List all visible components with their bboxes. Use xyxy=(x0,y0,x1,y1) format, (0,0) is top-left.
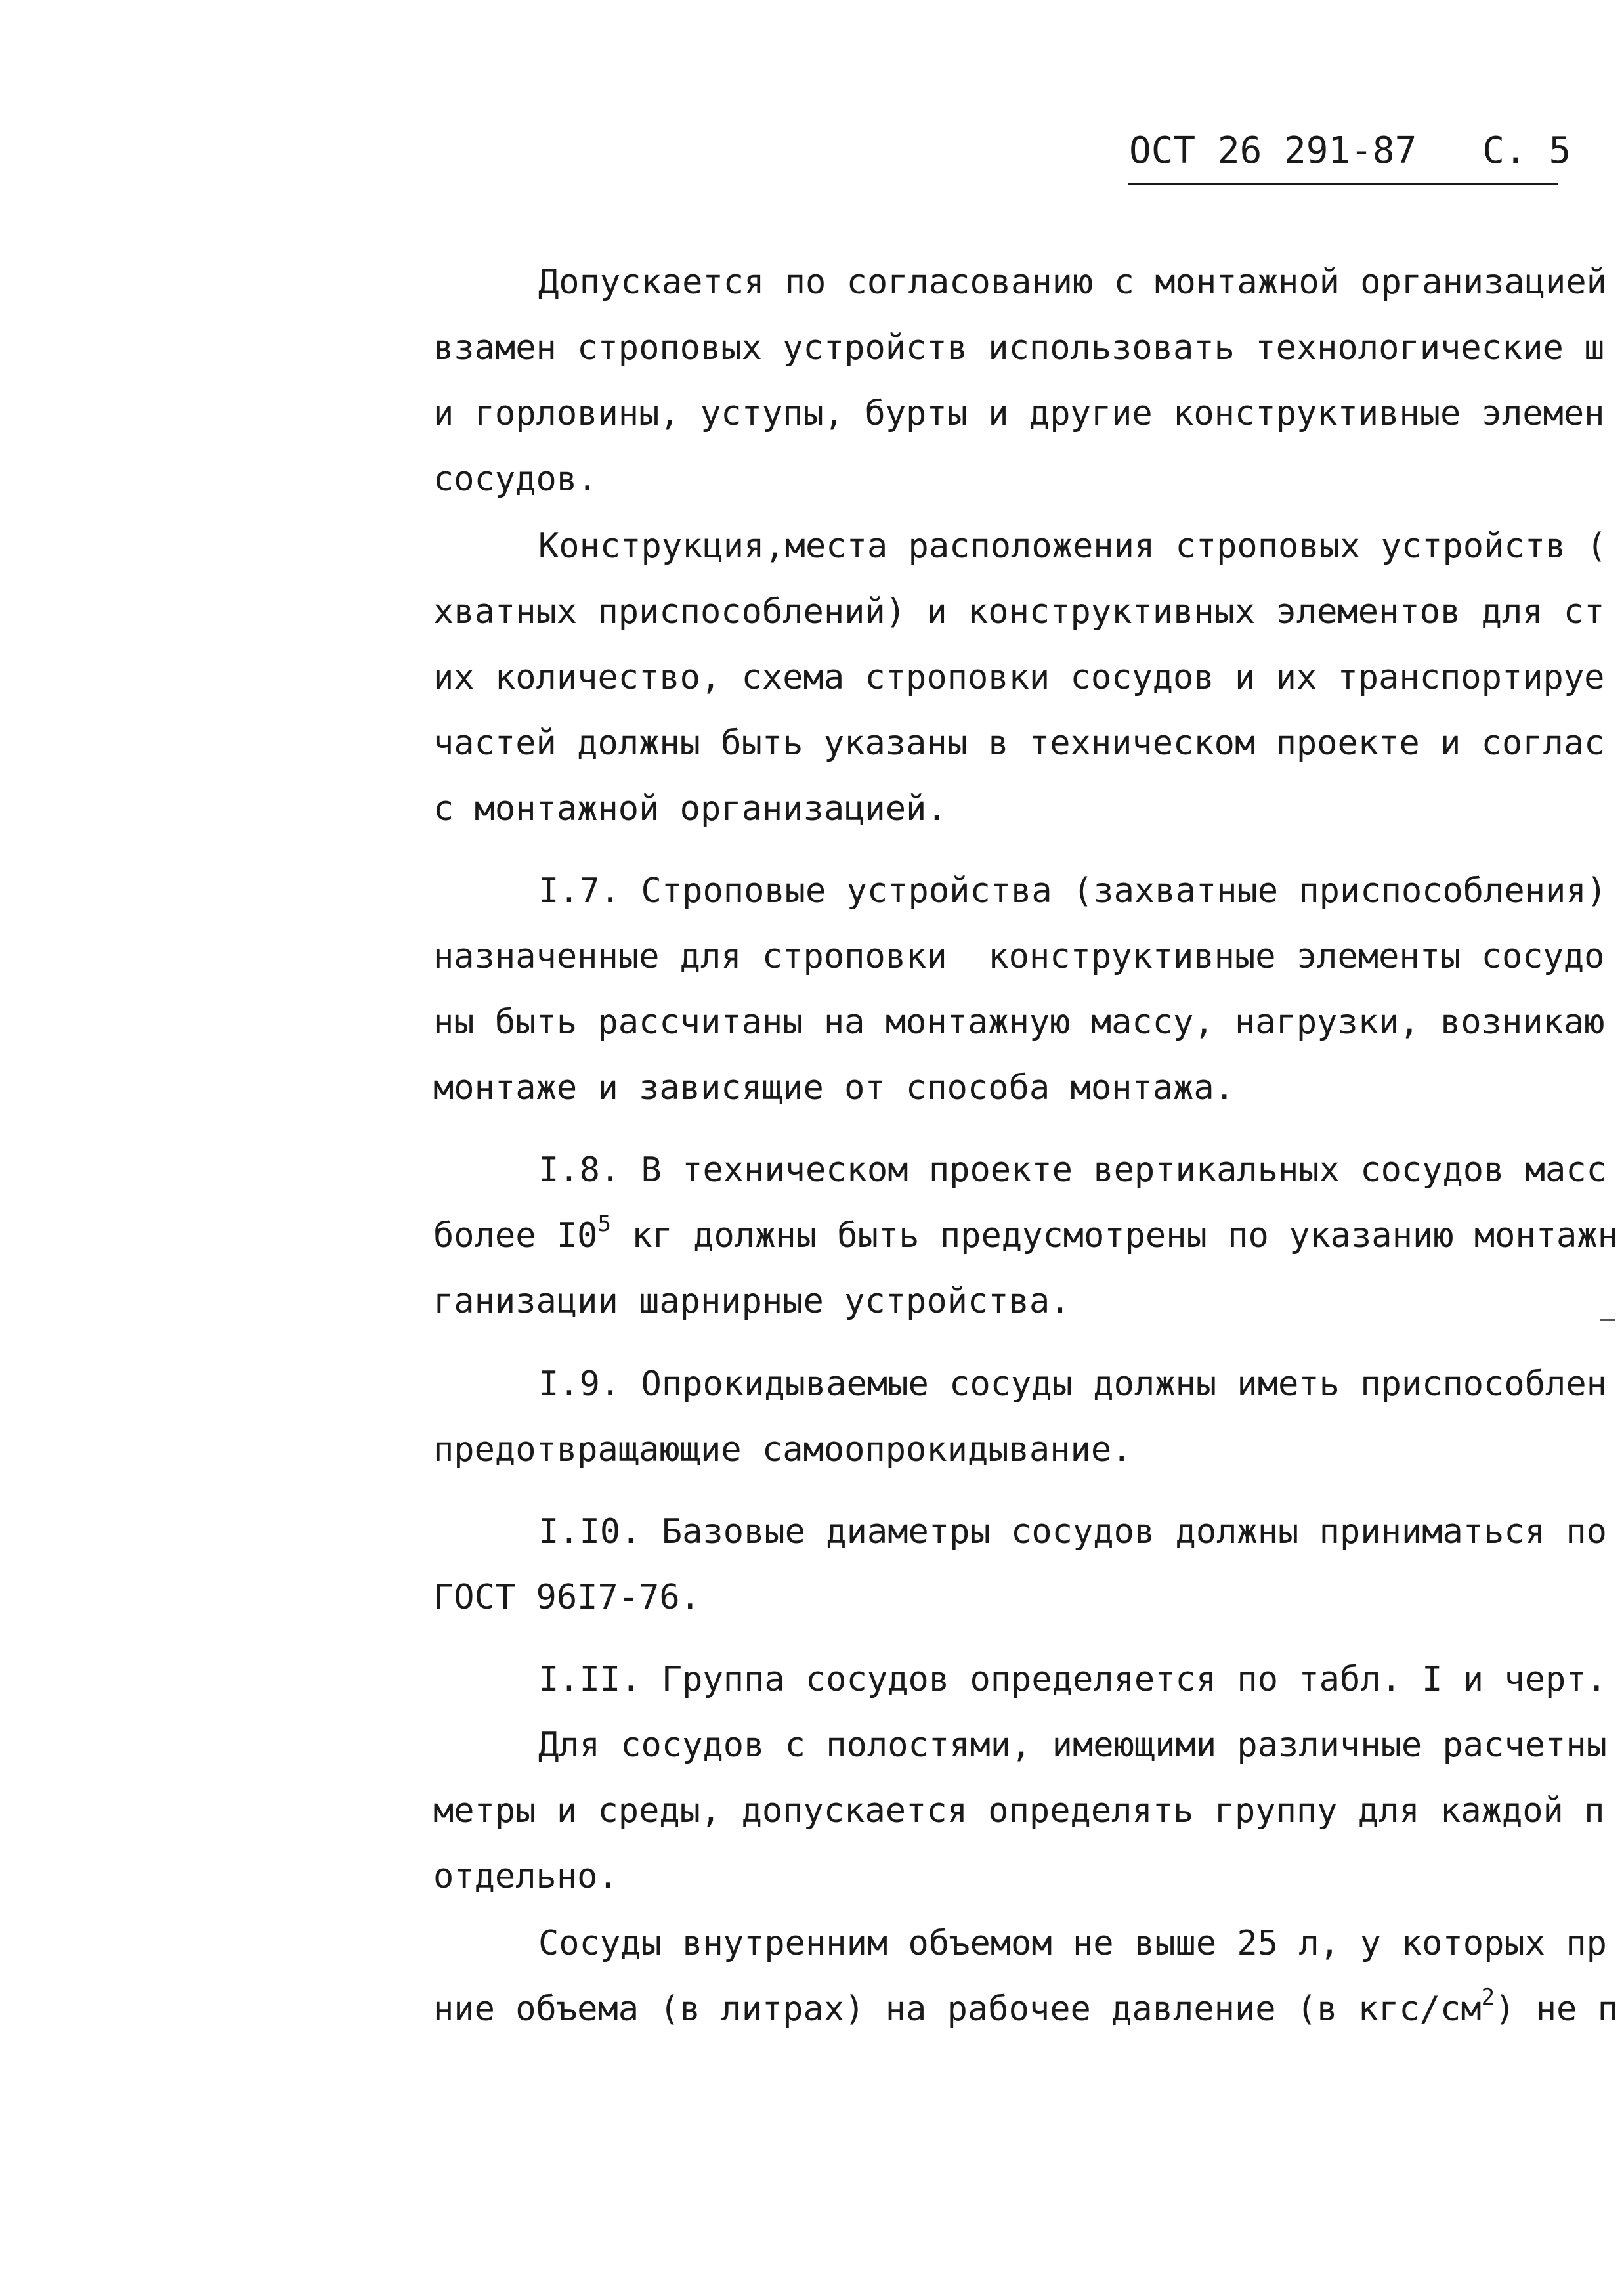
header-underline xyxy=(1128,183,1558,185)
text-line: сосудов. xyxy=(433,460,598,499)
page-number: С. 5 xyxy=(1482,129,1571,172)
text-fragment: более I0 xyxy=(433,1216,598,1255)
page-header xyxy=(1129,125,1571,177)
text-fragment: ние объема (в литрах) на рабочее давление (в кгс/см xyxy=(433,1989,1482,2029)
text-line: Допускается по согласованию с монтажной организацией xyxy=(538,263,1607,302)
text-line-with-exponent xyxy=(433,1213,1618,1259)
text-line: взамен строповых устройств использовать технологические ш xyxy=(433,328,1605,368)
text-line: предотвращающие самоопрокидывание. xyxy=(433,1430,1132,1469)
document-code: ОСТ 26 291-87 xyxy=(1129,129,1417,172)
superscript: 5 xyxy=(597,1211,611,1237)
text-line-with-exponent xyxy=(433,1986,1618,2032)
text-line: назначенные для строповки конструктивные элементы сосудо xyxy=(433,937,1605,976)
text-line: частей должны быть указаны в техническом проекте и соглас xyxy=(433,724,1605,763)
text-line: их количество, схема строповки сосудов и их транспортируе xyxy=(433,658,1605,697)
section-1-7-heading: I.7. Строповые устройства (захватные приспособления) xyxy=(538,871,1607,911)
section-1-11-heading: I.II. Группа сосудов определяется по табл. I и черт. xyxy=(538,1660,1607,1699)
text-line: метры и среды, допускается определять группу для каждой п xyxy=(433,1791,1605,1831)
text-line: Для сосудов с полостями, имеющими различные расчетны xyxy=(538,1726,1607,1765)
text-line: и горловины, уступы, бурты и другие конструктивные элемен xyxy=(433,394,1605,433)
margin-mark xyxy=(1600,1319,1615,1321)
section-1-9-heading: I.9. Опрокидываемые сосуды должны иметь приспособлен xyxy=(538,1364,1607,1404)
text-line: монтаже и зависящие от способа монтажа. xyxy=(433,1068,1235,1108)
text-line: Сосуды внутренним объемом не выше 25 л, у которых пр xyxy=(538,1924,1607,1963)
text-line: ны быть рассчитаны на монтажную массу, нагрузки, возникаю xyxy=(433,1003,1605,1042)
text-line: Конструкция,места расположения строповых устройств ( xyxy=(538,527,1607,566)
superscript: 2 xyxy=(1481,1984,1495,2010)
text-fragment: кг должны быть предусмотрены по указанию монтажн xyxy=(610,1216,1618,1255)
text-line: хватных приспособлений) и конструктивных элементов для ст xyxy=(433,592,1605,632)
text-line: с монтажной организацией. xyxy=(433,789,947,829)
text-fragment: ) не п xyxy=(1495,1989,1618,2029)
section-1-10-heading: I.I0. Базовые диаметры сосудов должны приниматься по xyxy=(538,1512,1607,1552)
text-line: ГОСТ 96I7-76. xyxy=(433,1578,700,1617)
section-1-8-heading: I.8. В техническом проекте вертикальных сосудов масс xyxy=(538,1150,1607,1190)
text-line: отдельно. xyxy=(433,1857,618,1896)
text-line: ганизации шарнирные устройства. xyxy=(433,1282,1071,1321)
